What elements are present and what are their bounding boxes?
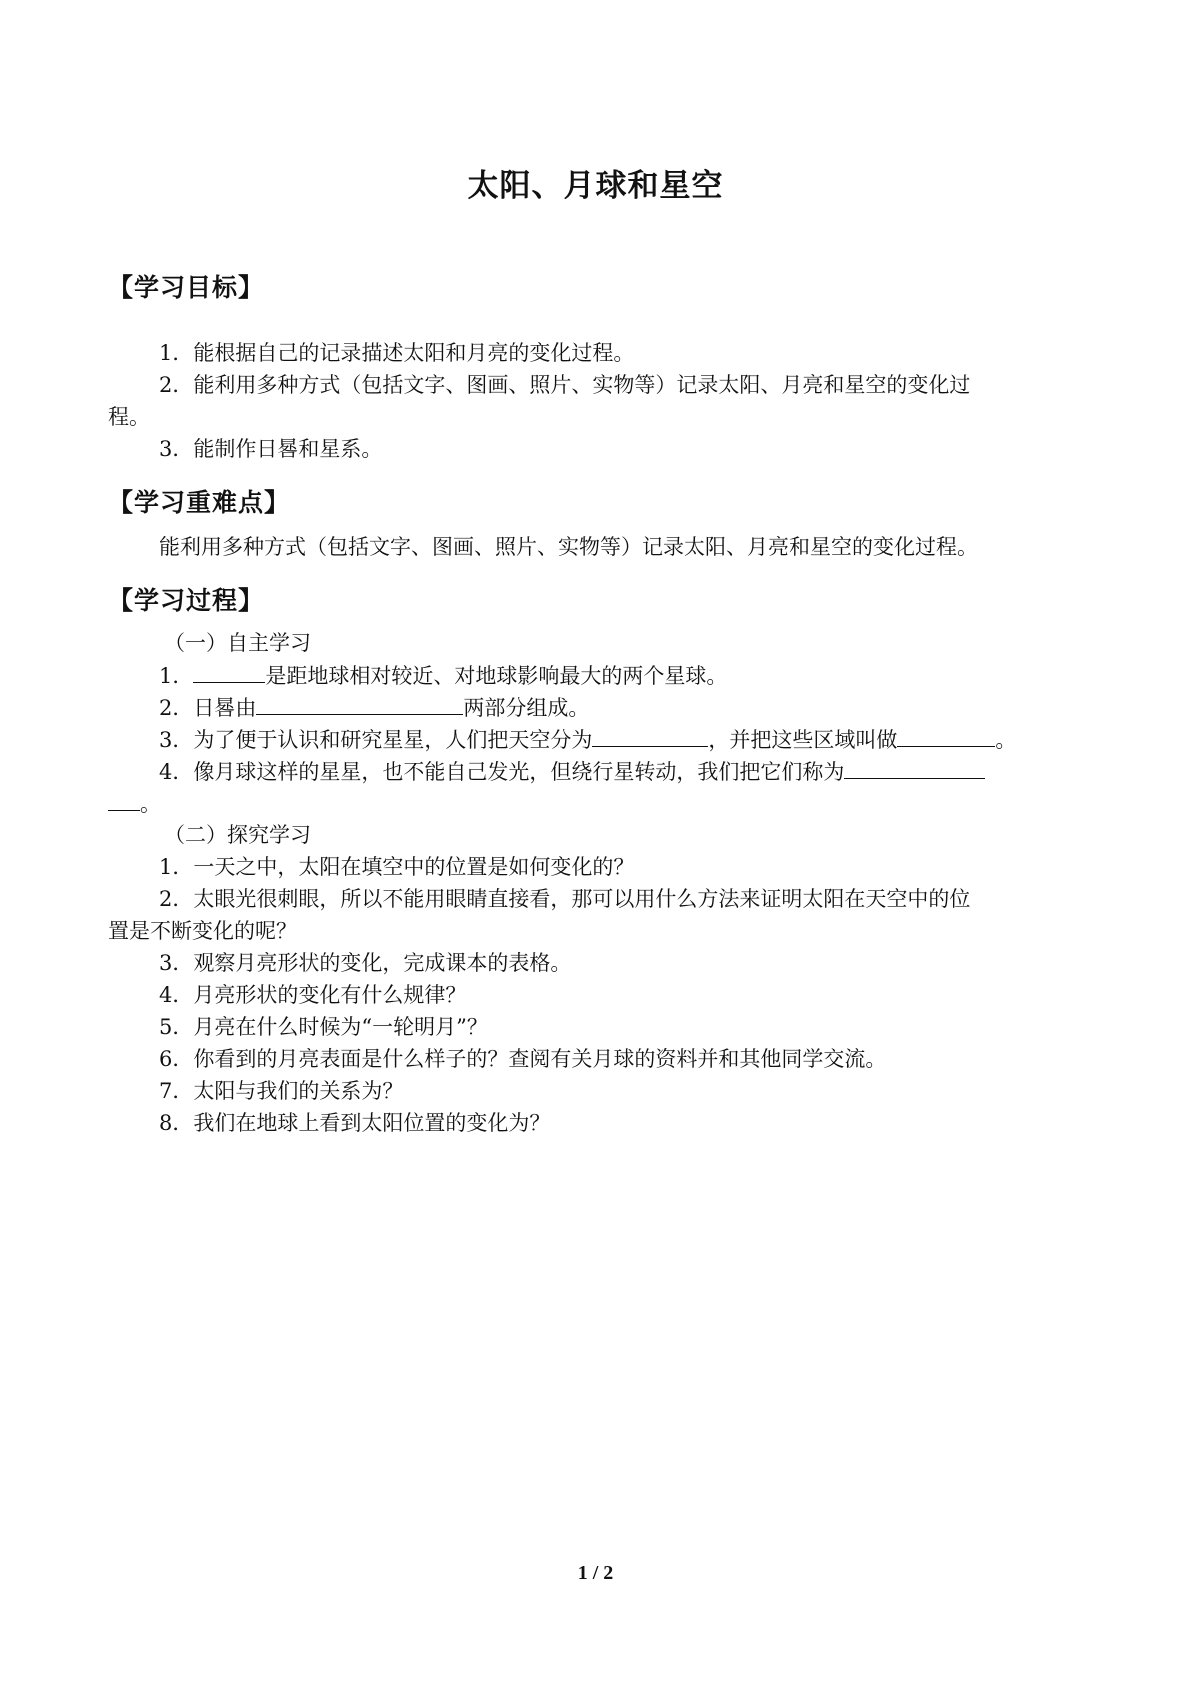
question-number: 1． (159, 664, 194, 688)
question-line (159, 724, 1016, 755)
inquiry-item: 4．月亮形状的变化有什么规律？ (159, 983, 467, 1007)
section-heading-key-points: 【学习重难点】 (108, 488, 291, 517)
question-text: 2．日晷由 (159, 696, 257, 720)
question-text: ，并把这些区域叫做 (708, 728, 898, 752)
section-heading-goals: 【学习目标】 (108, 273, 265, 302)
goal-item: 1．能根据自己的记录描述太阳和月亮的变化过程。 (159, 341, 635, 365)
page-number: 1 / 2 (577, 1562, 614, 1584)
fill-blank[interactable] (256, 692, 463, 715)
fill-blank[interactable] (193, 660, 265, 683)
inquiry-item: 6．你看到的月亮表面是什么样子的？查阅有关月球的资料并和其他同学交流。 (159, 1047, 887, 1071)
inquiry-item: 7．太阳与我们的关系为？ (159, 1079, 404, 1103)
goal-item: 2．能利用多种方式（包括文字、图画、照片、实物等）记录太阳、月亮和星空的变化过 (159, 373, 971, 397)
document-title: 太阳、月球和星空 (467, 168, 724, 204)
subheading-inquiry: （二）探究学习 (164, 823, 311, 847)
question-text: 4．像月球这样的星星，也不能自己发光，但绕行星转动，我们把它们称为 (159, 760, 845, 784)
question-line (159, 756, 985, 787)
fill-blank[interactable] (897, 724, 995, 747)
subheading-self-study: （一）自主学习 (164, 631, 311, 655)
goal-item-continuation: 程。 (108, 405, 150, 429)
fill-blank[interactable] (844, 756, 985, 779)
question-line (159, 660, 727, 691)
section-heading-process: 【学习过程】 (108, 586, 265, 615)
fill-blank[interactable] (592, 724, 708, 747)
question-text: 。 (995, 728, 1017, 752)
goal-item: 3．能制作日晷和星系。 (159, 437, 383, 461)
question-text: 3．为了便于认识和研究星星，人们把天空分为 (159, 728, 593, 752)
question-line-continuation (108, 788, 161, 819)
fill-blank[interactable] (108, 788, 140, 811)
inquiry-item: 8．我们在地球上看到太阳位置的变化为？ (159, 1111, 551, 1135)
question-text: 。 (140, 792, 161, 816)
key-points-text: 能利用多种方式（包括文字、图画、照片、实物等）记录太阳、月亮和星空的变化过程。 (159, 535, 978, 559)
question-text: 两部分组成。 (463, 696, 590, 720)
inquiry-item: 2．太眼光很刺眼，所以不能用眼睛直接看，那可以用什么方法来证明太阳在天空中的位 (159, 887, 971, 911)
question-text: 是距地球相对较近、对地球影响最大的两个星球。 (265, 664, 728, 688)
inquiry-item: 5．月亮在什么时候为“一轮明月”？ (159, 1015, 488, 1039)
question-line (159, 692, 589, 723)
inquiry-item: 1．一天之中，太阳在填空中的位置是如何变化的？ (159, 855, 635, 879)
inquiry-item-continuation: 置是不断变化的呢？ (108, 919, 297, 943)
inquiry-item: 3．观察月亮形状的变化，完成课本的表格。 (159, 951, 572, 975)
